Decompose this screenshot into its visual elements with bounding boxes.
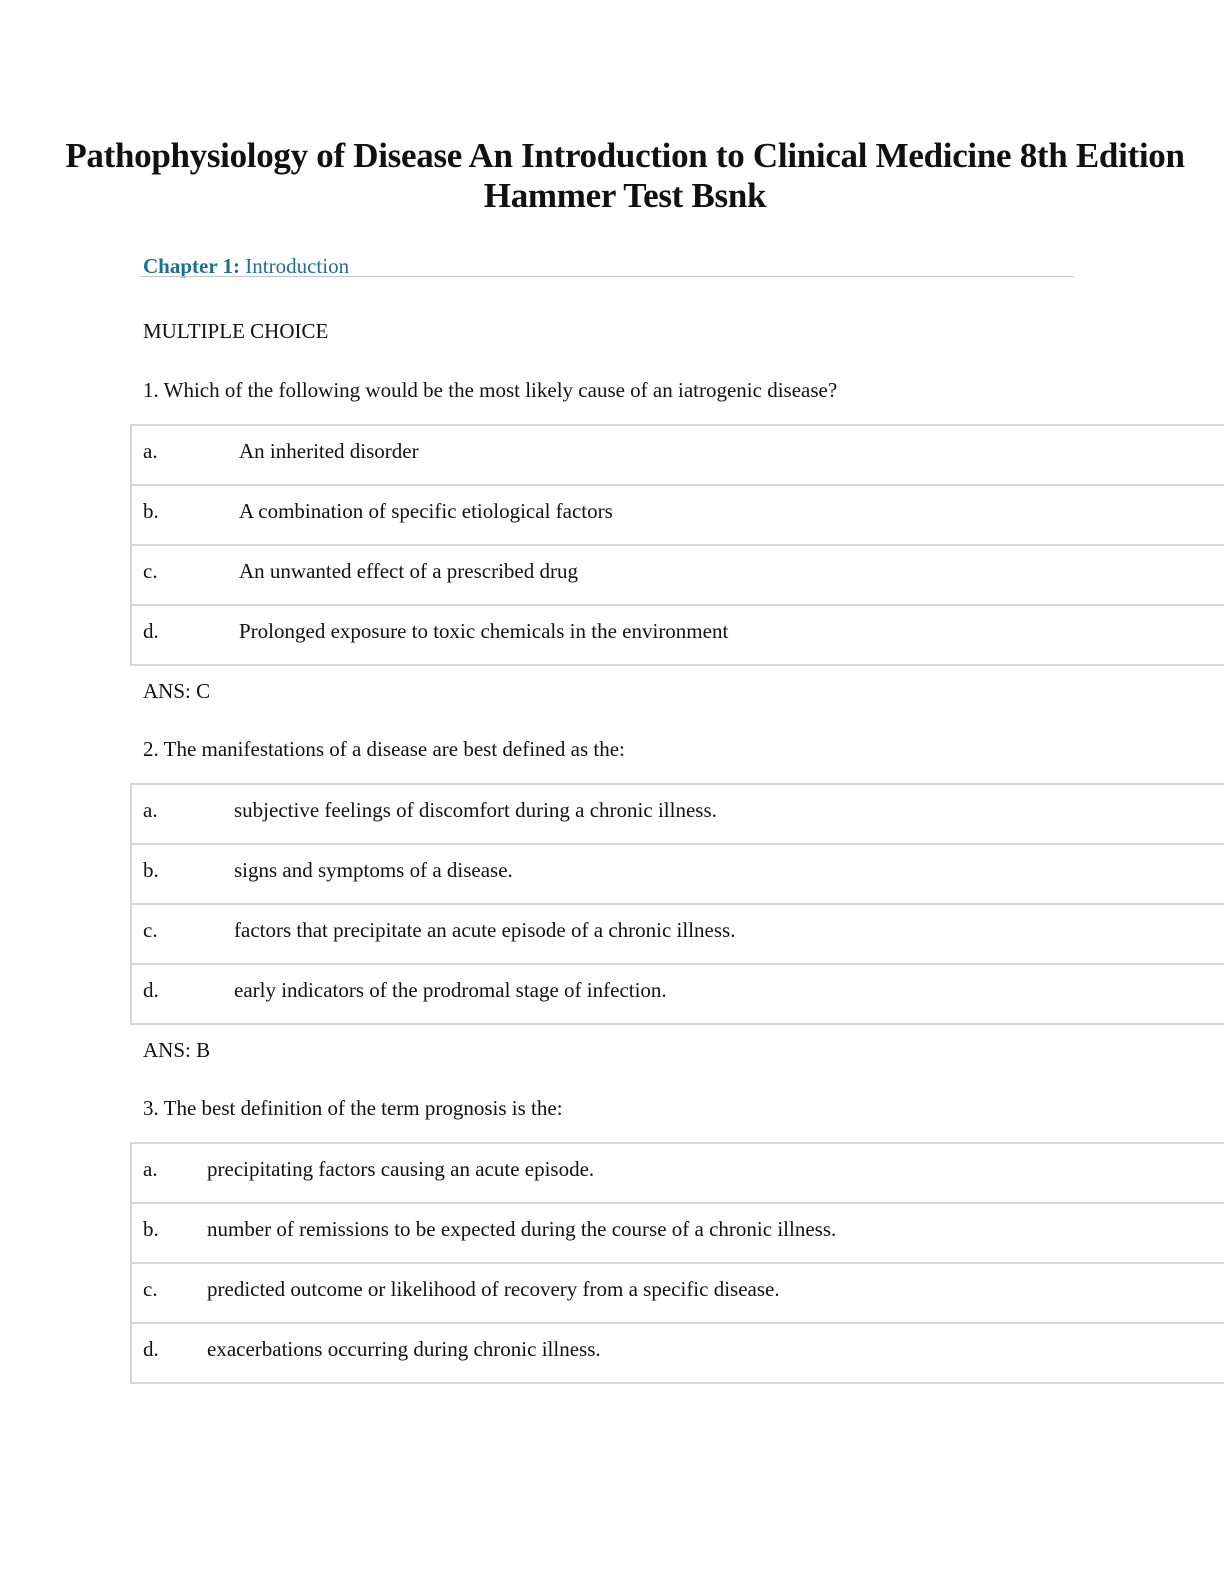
option-row (132, 1144, 1224, 1204)
option-row (132, 426, 1224, 486)
question-2-stem: 2. The manifestations of a disease are best defined as the: (143, 737, 625, 761)
question-1-answer: ANS: C (143, 679, 211, 703)
document-title-line-2: Hammer Test Bsnk (483, 176, 767, 215)
option-letter: c. (143, 918, 158, 942)
option-text: predicted outcome or likelihood of recovery from a specific disease. (207, 1277, 780, 1301)
option-row (132, 546, 1224, 606)
question-3-options (130, 1142, 1224, 1384)
option-row (132, 965, 1224, 1025)
option-row (132, 486, 1224, 546)
option-row (132, 1204, 1224, 1264)
option-text: Prolonged exposure to toxic chemicals in the environment (239, 619, 729, 643)
option-row (132, 785, 1224, 845)
option-text: signs and symptoms of a disease. (234, 858, 513, 882)
option-text: An unwanted effect of a prescribed drug (239, 559, 578, 583)
option-text: exacerbations occurring during chronic illness. (207, 1337, 601, 1361)
option-text: An inherited disorder (239, 439, 419, 463)
question-2-answer: ANS: B (143, 1038, 211, 1062)
option-text: number of remissions to be expected during the course of a chronic illness. (207, 1217, 837, 1241)
option-row (132, 905, 1224, 965)
option-letter: d. (143, 619, 159, 643)
option-letter: d. (143, 978, 159, 1002)
question-2-options (130, 783, 1224, 1025)
option-letter: c. (143, 1277, 158, 1301)
option-row (132, 1264, 1224, 1324)
option-letter: c. (143, 559, 158, 583)
option-letter: b. (143, 499, 159, 523)
option-row (132, 1324, 1224, 1384)
option-letter: a. (143, 798, 158, 822)
question-1-options (130, 424, 1224, 666)
option-letter: b. (143, 858, 159, 882)
option-letter: b. (143, 1217, 159, 1241)
option-row (132, 606, 1224, 666)
question-1-stem: 1. Which of the following would be the most likely cause of an iatrogenic disease? (143, 378, 838, 402)
chapter-number: Chapter 1: (143, 254, 241, 278)
option-row (132, 845, 1224, 905)
option-letter: a. (143, 1157, 158, 1181)
question-3-stem: 3. The best definition of the term prognosis is the: (143, 1096, 563, 1120)
section-label: MULTIPLE CHOICE (143, 319, 329, 343)
option-letter: d. (143, 1337, 159, 1361)
option-text: subjective feelings of discomfort during a chronic illness. (234, 798, 717, 822)
chapter-name: Introduction (245, 254, 350, 278)
document-title-line-1: Pathophysiology of Disease An Introduction to Clinical Medicine 8th Edition (65, 136, 1185, 175)
option-text: early indicators of the prodromal stage of infection. (234, 978, 667, 1002)
option-text: precipitating factors causing an acute episode. (207, 1157, 595, 1181)
chapter-divider (140, 276, 1074, 277)
option-text: factors that precipitate an acute episode of a chronic illness. (234, 918, 736, 942)
option-letter: a. (143, 439, 158, 463)
document-title (30, 136, 1220, 216)
option-text: A combination of specific etiological factors (239, 499, 613, 523)
